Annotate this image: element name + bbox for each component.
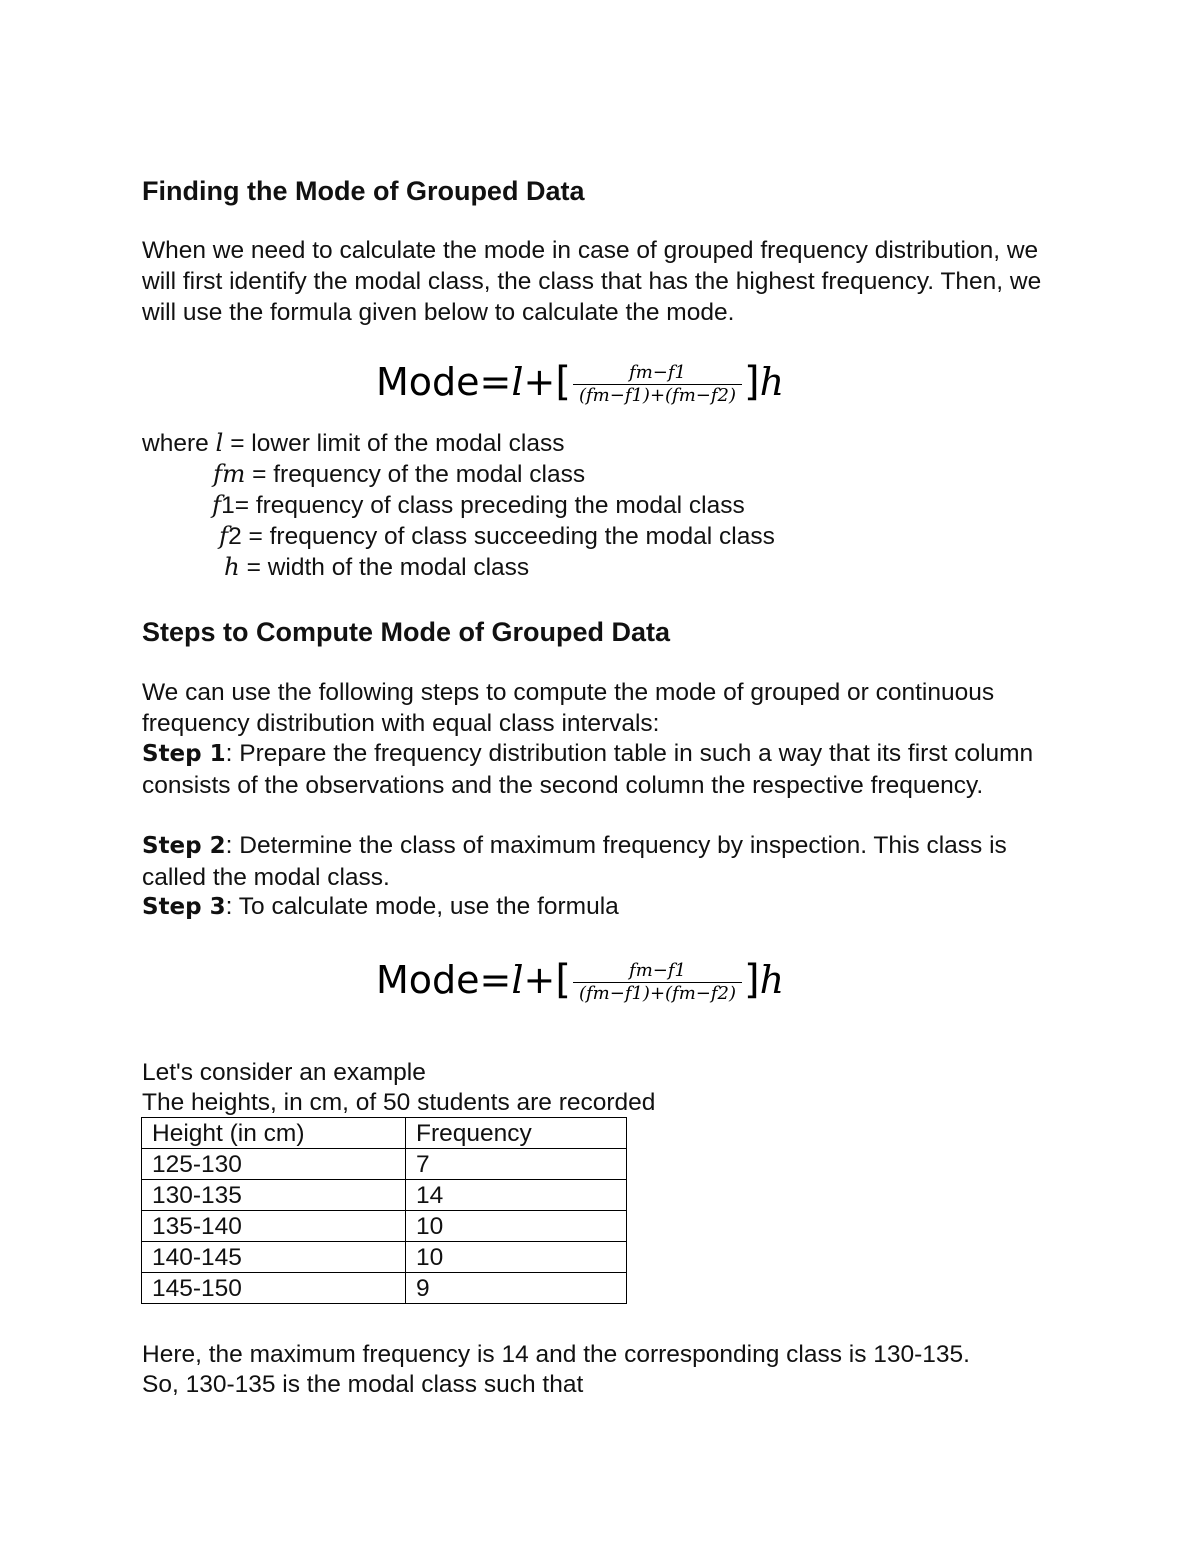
formula-denominator: (fm−f1)+(fm−f2) [578,385,737,406]
table-row [142,1180,627,1211]
formula-close-bracket: ] [744,359,760,405]
definition-fm [142,458,775,489]
step-text: : Determine the class of maximum frequency by inspection. This class is called the modal class. [142,832,1007,891]
variable-definitions [142,427,775,582]
formula-lhs: Mode= [376,958,512,1002]
formula-close-bracket: ] [744,957,760,1003]
step-text: : To calculate mode, use the formula [225,893,619,920]
symbol-l: l [215,428,224,457]
mode-formula [376,354,836,410]
formula-plus: + [523,360,556,404]
step-2 [142,830,1072,893]
example-intro: Let's consider an example [142,1059,426,1086]
table-row [142,1273,627,1304]
definition-f1 [142,489,775,520]
formula-lhs: Mode= [376,360,512,404]
intro-paragraph: When we need to calculate the mode in case of grouped frequency distribution, we will first identify the modal class, the class that has the highest frequency. Then, we will use the formula given below to calculate the mode. [142,237,1042,326]
formula-h: h [759,360,785,404]
formula-fraction [573,362,742,407]
formula-l: l [511,958,524,1002]
formula-fraction [573,960,742,1005]
symbol-f1: f [212,490,222,519]
definition-text: = width of the modal class [239,554,530,581]
table-cell: 14 [406,1180,627,1211]
conclusion-line-1: Here, the maximum frequency is 14 and the corresponding class is 130-135. [142,1341,970,1368]
table-cell: 135-140 [142,1211,406,1242]
step-label: Step 2 [142,833,226,859]
definition-prefix: where [142,430,216,457]
table-cell: 140-145 [142,1242,406,1273]
mode-formula-repeat [376,952,836,1008]
conclusion-line-2: So, 130-135 is the modal class such that [142,1371,584,1398]
definition-text: = frequency of the modal class [245,461,586,488]
table-cell: 145-150 [142,1273,406,1304]
formula-numerator: fm−f1 [573,362,742,385]
steps-intro: We can use the following steps to compute the mode of grouped or continuous frequency distribution with equal class intervals: [142,679,995,737]
table-header-height: Height (in cm) [142,1118,406,1149]
definition-text: 1= frequency of class preceding the modal class [221,492,745,519]
definition-h [142,551,775,582]
table-cell: 125-130 [142,1149,406,1180]
formula-numerator: fm−f1 [573,960,742,983]
example-description: The heights, in cm, of 50 students are recorded [142,1089,656,1116]
table-cell: 9 [406,1273,627,1304]
height-frequency-table [141,1117,627,1304]
symbol-fm: fm [213,459,246,488]
table-cell: 7 [406,1149,627,1180]
table-cell: 10 [406,1211,627,1242]
step-3 [142,891,1072,923]
definition-text: = lower limit of the modal class [223,430,565,457]
step-label: Step 3 [142,894,226,920]
formula-open-bracket: [ [555,957,571,1003]
table-row [142,1149,627,1180]
heading-finding-mode: Finding the Mode of Grouped Data [142,176,585,206]
formula-h: h [759,958,785,1002]
formula-l: l [511,360,524,404]
definition-f2 [142,520,775,551]
symbol-h: h [224,552,240,581]
symbol-f2: f [219,521,229,550]
table-header-frequency: Frequency [406,1118,627,1149]
table-header-row [142,1118,627,1149]
table-cell: 130-135 [142,1180,406,1211]
definition-text: 2 = frequency of class succeeding the modal class [228,523,775,550]
step-label: Step 1 [142,741,226,767]
heading-steps: Steps to Compute Mode of Grouped Data [142,617,671,647]
formula-open-bracket: [ [555,359,571,405]
table-cell: 10 [406,1242,627,1273]
table-row [142,1211,627,1242]
formula-denominator: (fm−f1)+(fm−f2) [578,983,737,1004]
definition-l [142,427,775,458]
step-text: : Prepare the frequency distribution table in such a way that its first column consists of the observations and the second column the respective frequency. [142,740,1034,799]
table-row [142,1242,627,1273]
formula-plus: + [523,958,556,1002]
step-1 [142,738,1072,801]
